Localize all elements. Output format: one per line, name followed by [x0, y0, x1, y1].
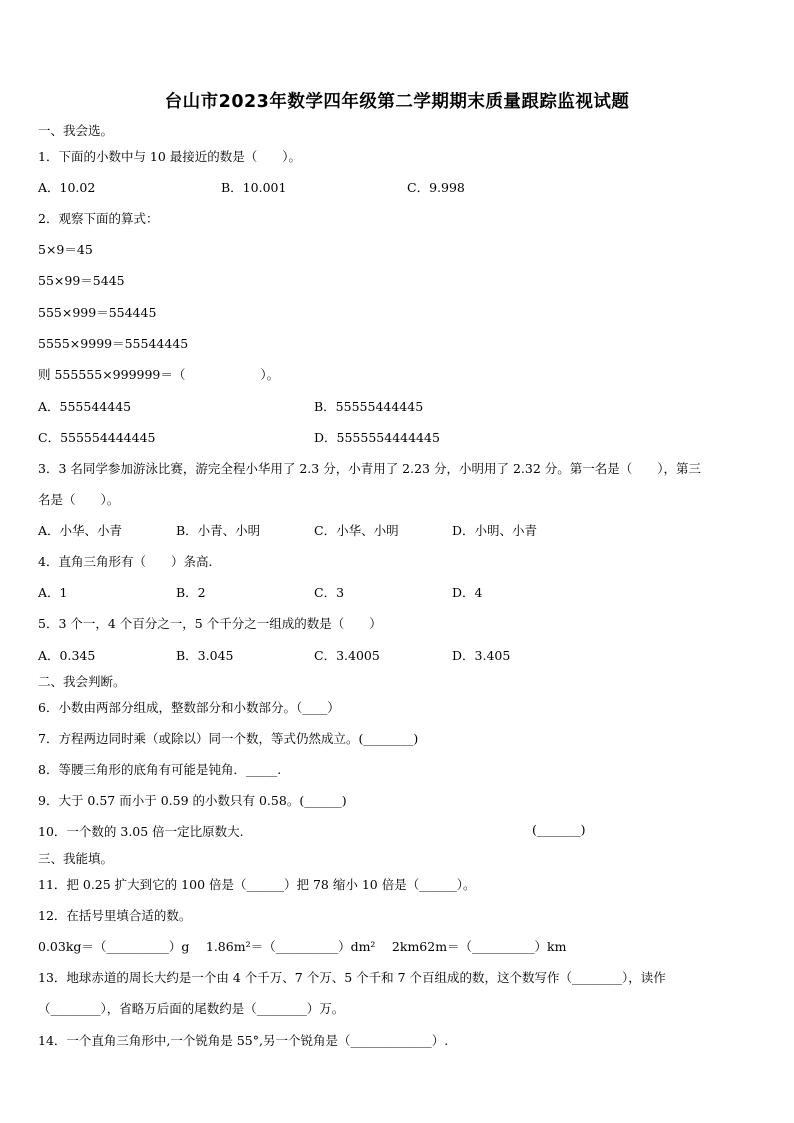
q5-option-a: A．0.345 — [38, 648, 96, 663]
q4-option-b: B．2 — [176, 585, 206, 600]
section-heading-choose: 一、我会选。 — [38, 123, 114, 138]
question-8: 8．等腰三角形的底角有可能是钝角．_____. — [38, 762, 282, 777]
q2-equation-2: 55×99＝5445 — [38, 273, 125, 288]
q4-option-d: D．4 — [452, 585, 483, 600]
question-12: 12．在括号里填合适的数。 — [38, 908, 192, 923]
question-3-line-2: 名是（ ）。 — [38, 492, 120, 507]
q4-option-c: C．3 — [314, 585, 345, 600]
question-10: 10．一个数的 3.05 倍一定比原数大. — [38, 824, 244, 839]
q2-option-a: A．555544445 — [38, 399, 132, 414]
q2-equation-1: 5×9＝45 — [38, 242, 93, 257]
question-13-line-1: 13．地球赤道的周长大约是一个由 4 个千万、7 个万、5 个千和 7 个百组成的数，这个数写作（________），读作 — [38, 970, 666, 985]
q1-option-c: C．9.998 — [407, 180, 465, 195]
question-1: 1．下面的小数中与 10 最接近的数是（ ）。 — [38, 149, 302, 164]
question-2: 2．观察下面的算式： — [38, 211, 159, 226]
q10-answer-blank: (_______) — [532, 822, 586, 837]
q5-option-d: D．3.405 — [452, 648, 511, 663]
question-5: 5．3 个一，4 个百分之一，5 个千分之一组成的数是（ ） — [38, 616, 382, 631]
question-4: 4．直角三角形有（ ）条高. — [38, 554, 213, 569]
q4-option-a: A．1 — [38, 585, 68, 600]
q2-equation-4: 5555×9999＝55544445 — [38, 336, 189, 351]
q3-option-d: D．小明、小青 — [452, 523, 538, 538]
q2-equation-3: 555×999＝554445 — [38, 305, 157, 320]
section-heading-fill: 三、我能填。 — [38, 851, 114, 866]
q2-question: 则 555555×999999＝（ ）。 — [38, 367, 280, 382]
question-13-line-2: （________），省略万后面的尾数约是（________）万。 — [38, 1001, 345, 1016]
q3-option-a: A．小华、小青 — [38, 523, 123, 538]
page-title: 台山市2023年数学四年级第二学期期末质量跟踪监视试题 — [164, 92, 630, 112]
q2-option-b: B．55555444445 — [314, 399, 424, 414]
question-7: 7．方程两边同时乘（或除以）同一个数，等式仍然成立。(________) — [38, 731, 419, 746]
section-heading-judge: 二、我会判断。 — [38, 674, 126, 689]
question-9: 9．大于 0.57 而小于 0.59 的小数只有 0.58。(______) — [38, 793, 347, 808]
q3-option-b: B．小青、小明 — [176, 523, 261, 538]
question-11: 11．把 0.25 扩大到它的 100 倍是（______）把 78 缩小 10 倍是（______）。 — [38, 877, 476, 892]
q2-option-d: D．5555554444445 — [314, 430, 440, 445]
q1-option-a: A．10.02 — [38, 180, 96, 195]
question-6: 6．小数由两部分组成，整数部分和小数部分。（____） — [38, 700, 340, 715]
q2-option-c: C．555554444445 — [38, 430, 156, 445]
q5-option-c: C．3.4005 — [314, 648, 380, 663]
q5-option-b: B．3.045 — [176, 648, 234, 663]
q3-option-c: C．小华、小明 — [314, 523, 399, 538]
q1-option-b: B．10.001 — [221, 180, 287, 195]
question-14: 14．一个直角三角形中,一个锐角是 55°,另一个锐角是（_____________）. — [38, 1033, 449, 1048]
q12-fill-blanks: 0.03kg＝（__________）g 1.86m²＝（__________）dm² 2km62m＝（__________）km — [38, 939, 567, 954]
question-3-line-1: 3．3 名同学参加游泳比赛，游完全程小华用了 2.3 分，小青用了 2.23 分，小明用了 2.32 分。第一名是（ ），第三 — [38, 461, 702, 476]
